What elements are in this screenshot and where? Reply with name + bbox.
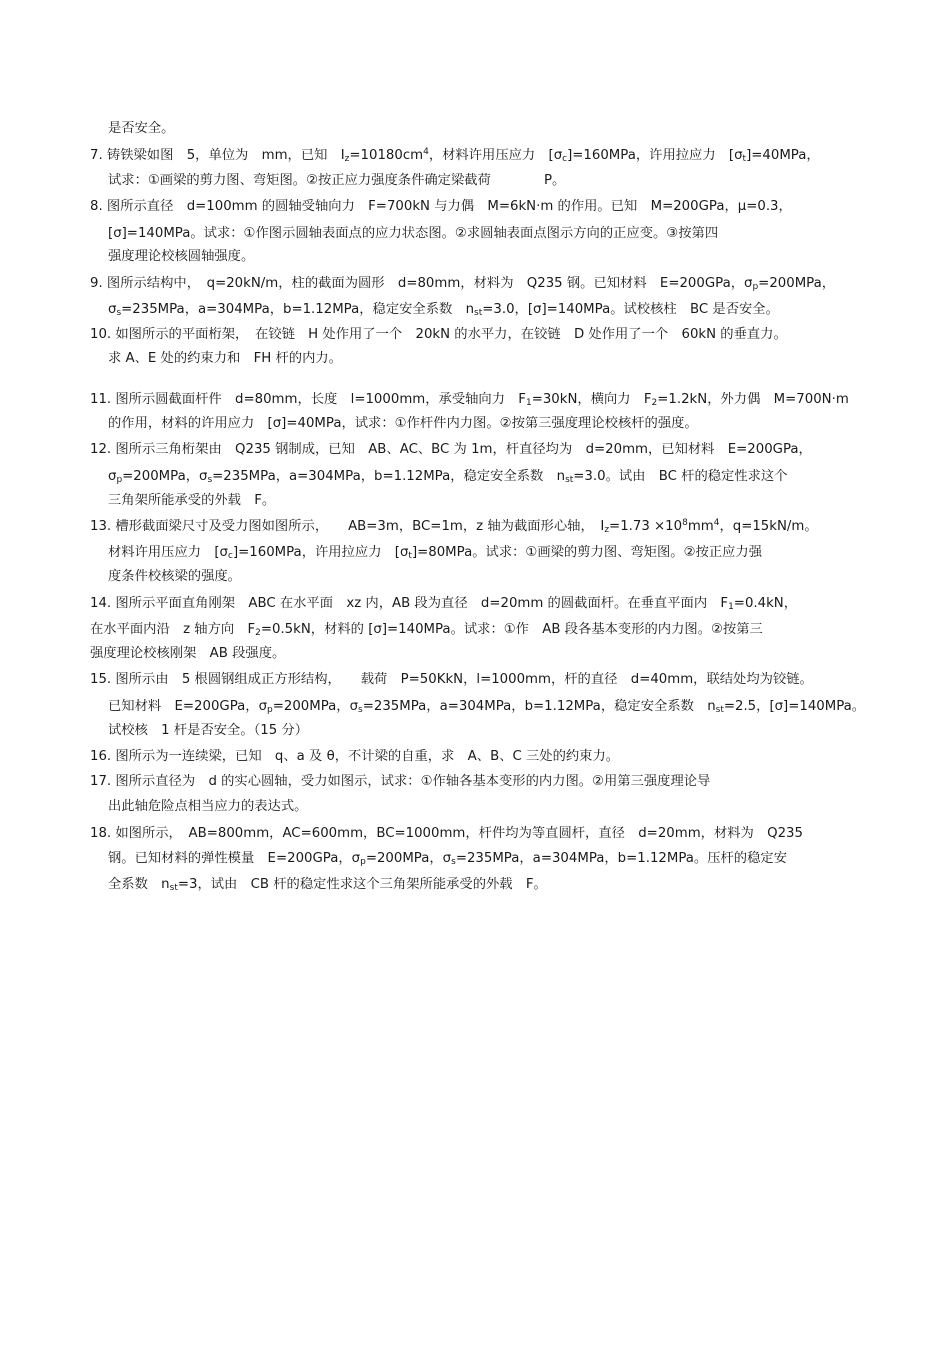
problem-14-line-1: 14. 图所示平面直角刚架 ABC 在水平面 xz 内，AB 段为直径 d=20mm 的圆截面杆。在垂直平面内 $F_1=0.4kN$，	[90, 596, 798, 612]
problem-11-line-2: 的作用，材料的许用应力 [σ]=40MPa，试求：①作杆件内力图。②按第三强度理论校核杆的强度。	[108, 416, 698, 431]
problem-17-line-2: 出此轴危险点相当应力的表达式。	[108, 799, 308, 814]
problem-13-line-3: 度条件校核梁的强度。	[108, 569, 241, 584]
problem-18-line-3: 全系数 $n_{st}=3$，试由 CB 杆的稳定性求这个三角架所能承受的外载 F。	[108, 877, 547, 893]
problem-10-line-1: 10. 如图所示的平面桁架， 在铰链 H 处作用了一个 20kN 的水平力，在铰链 D 处作用了一个 60kN 的垂直力。	[90, 327, 787, 342]
problem-10-line-2: 求 A、E 处的约束力和 FH 杆的内力。	[108, 351, 342, 366]
problem-18-line-2: 钢。已知材料的弹性模量 E=200GPa，$\sigma_p=200MPa$，$\sigma_s=235MPa$，a=304MPa，b=1.12MPa。压杆的稳定安	[108, 851, 787, 867]
problem-16-line-1: 16. 图所示为一连续梁，已知 q、a 及 θ，不计梁的自重，求 A、B、C 三处的约束力。	[90, 749, 620, 764]
problem-8-line-3: 强度理论校核圆轴强度。	[108, 249, 255, 264]
problem-15-line-2: 已知材料 E=200GPa，$\sigma_p=200MPa$，$\sigma_s=235MPa$，a=304MPa，b=1.12MPa，稳定安全系数 $n_{st}=2.5$，[σ]=140MPa。	[108, 699, 866, 715]
problem-14-line-2: 在水平面内沿 z 轴方向 $F_2=0.5kN$，材料的 [σ]=140MPa。试求：①作 AB 段各基本变形的内力图。②按第三	[90, 622, 763, 638]
problem-18-line-1: 18. 如图所示， AB=800mm，AC=600mm，BC=1000mm，杆件均为等直圆杆，直径 d=20mm，材料为 Q235	[90, 826, 803, 841]
problem-15-line-3: 试校核 1 杆是否安全。（15 分）	[108, 723, 309, 738]
problem-9-line-1: 9. 图所示结构中， q=20kN/m，柱的截面为圆形 d=80mm，材料为 Q235 钢。已知材料 E=200GPa，$\sigma_p=200MPa$，	[90, 276, 836, 292]
problem-8-line-2: [σ]=140MPa。试求：①作图示圆轴表面点的应力状态图。②求圆轴表面点图示方向的正应变。③按第四	[108, 226, 719, 241]
problem-14-line-3: 强度理论校核刚架 AB 段强度。	[90, 646, 286, 661]
problem-12-line-1: 12. 图所示三角桁架由 Q235 钢制成，已知 AB、AC、BC 为 1m，杆直径均为 d=20mm，已知材料 E=200GPa，	[90, 442, 812, 457]
problem-17-line-1: 17. 图所示直径为 d 的实心圆轴，受力如图示，试求：①作轴各基本变形的内力图。②用第三强度理论导	[90, 774, 711, 789]
problem-15-line-1: 15. 图所示由 5 根圆钢组成正方形结构， 载荷 P=50KkN，l=1000mm，杆的直径 d=40mm，联结处均为铰链。	[90, 672, 813, 687]
problem-12-line-3: 三角架所能承受的外载 F。	[108, 493, 276, 508]
problem-7-line-1: 7. 铸铁梁如图 5，单位为 mm，已知 $I_z=10180cm^4$，材料许用压应力 $[\sigma_c]=160MPa$，许用拉应力 $[\sigma_t]=40MPa$，	[90, 147, 820, 164]
problem-8-line-1: 8. 图所示直径 d=100mm 的圆轴受轴向力 F=700kN 与力偶 M=6kN·m 的作用。已知 M=200GPa，μ=0.3，	[90, 199, 792, 214]
problem-12-line-2: $\sigma_p=200MPa$，$\sigma_s=235MPa$，a=304MPa，b=1.12MPa，稳定安全系数 $n_{st}=3.0$。试由 BC 杆的稳定性求这个	[108, 469, 788, 485]
problem-13-line-2: 材料许用压应力 $[\sigma_c]=160MPa$，许用拉应力 $[\sigma_t]=80MPa$。试求：①画梁的剪力图、弯矩图。②按正应力强	[108, 545, 763, 561]
problem-6-tail: 是否安全。	[108, 121, 175, 136]
problem-7-line-2: 试求：①画梁的剪力图、弯矩图。②按正应力强度条件确定梁截荷 P。	[108, 173, 566, 188]
problem-13-line-1: 13. 槽形截面梁尺寸及受力图如图所示， AB=3m，BC=1m，z 轴为截面形心轴， $I_z=1.73 \times 10^8mm^4$，q=15kN/m。	[90, 518, 818, 535]
problem-11-line-1: 11. 图所示圆截面杆件 d=80mm，长度 l=1000mm，承受轴向力 $F_1=30kN$，横向力 $F_2=1.2kN$，外力偶 M=700N·m	[90, 392, 849, 408]
problem-9-line-2: $\sigma_s=235MPa$，a=304MPa，b=1.12MPa，稳定安全系数 $n_{st}=3.0$，[σ]=140MPa。试校核柱 BC 是否安全。	[108, 302, 779, 318]
